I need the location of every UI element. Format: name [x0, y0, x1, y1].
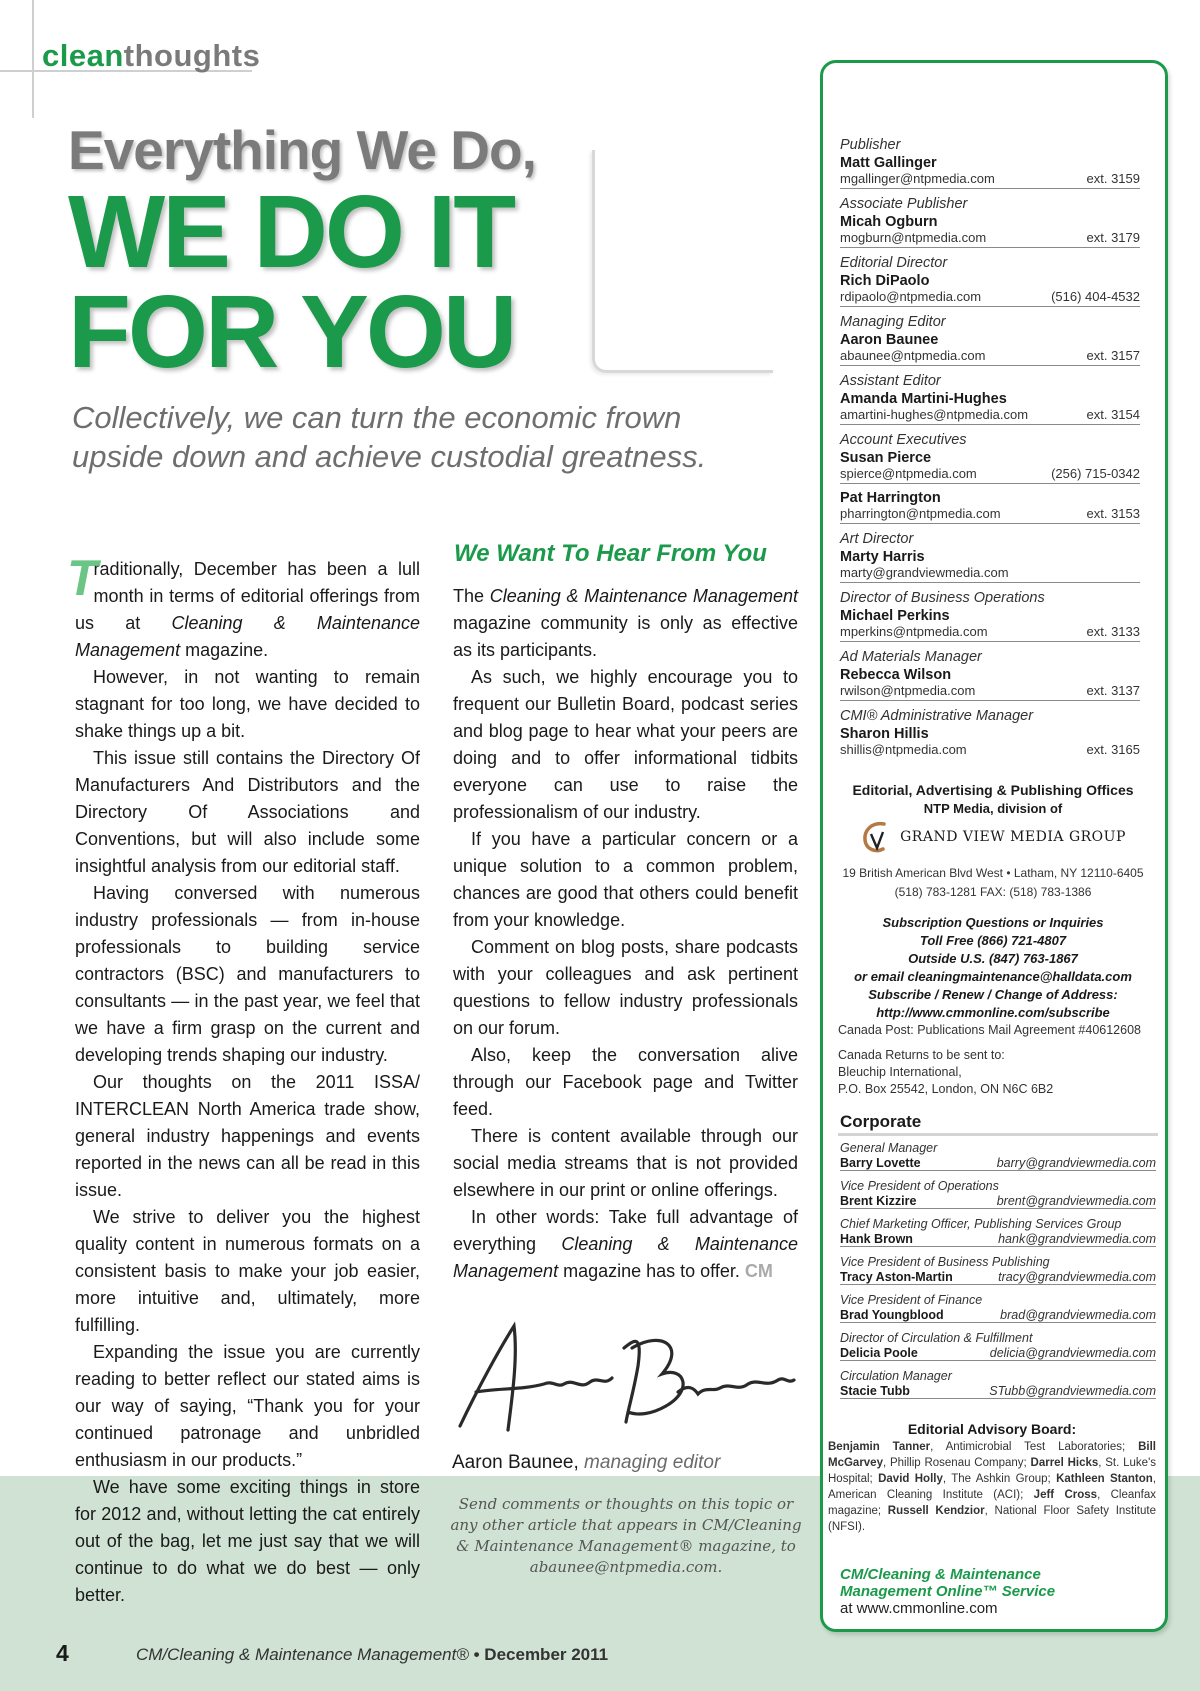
staff-entry: CMI® Administrative Manager Sharon Hillis shillis@ntpmedia.com ext. 3165	[840, 708, 1140, 757]
title-corner-frame	[592, 150, 773, 373]
online-service: CM/Cleaning & Maintenance Management Online™ Service at www.cmmonline.com	[840, 1566, 1056, 1617]
offices-block	[834, 780, 1152, 1022]
article-column-1	[67, 550, 420, 1609]
corporate-entry: Chief Marketing Officer, Publishing Services Group Hank Brown hank@grandviewmedia.com	[840, 1217, 1156, 1246]
paragraph: There is content available through our social media streams that is not provided elsewhere in our print or online offerings.	[453, 1126, 798, 1200]
title-line-3: FOR YOU	[68, 274, 515, 389]
send-comments-note: Send comments or thoughts on this topic or any other article that appears in CM/Cleaning & Maintenance Management® magazine, to abaunee@ntpmedia.com.	[450, 1495, 802, 1576]
paragraph: We strive to deliver you the highest quality content in numerous formats on a consistent basis to make your job easier, more intuitive and, ultimately, more fulfilling.	[75, 1207, 420, 1335]
paragraph: Our thoughts on the 2011 ISSA/ INTERCLEAN North America trade show, general industry happenings and events reported in the news can all be read in this issue.	[75, 1072, 420, 1200]
drop-cap: T	[67, 550, 98, 606]
column-2-heading: We Want To Hear From You	[454, 540, 767, 567]
article-column-2	[453, 583, 798, 1285]
paragraph: Comment on blog posts, share podcasts with your colleagues and ask pertinent questions to fellow industry professionals on our forum.	[453, 937, 798, 1038]
title-main	[68, 174, 515, 389]
staff-entry: Managing Editor Aaron Baunee abaunee@ntpmedia.com ext. 3157	[840, 313, 1140, 366]
corporate-list	[840, 1141, 1156, 1407]
section-label: cleanthoughts	[42, 38, 261, 73]
staff-entry: Ad Materials Manager Rebecca Wilson rwilson@ntpmedia.com ext. 3137	[840, 648, 1140, 701]
footer-publication: CM/Cleaning & Maintenance Management® • December 2011	[136, 1645, 609, 1664]
paragraph: As such, we highly encourage you to frequent our Bulletin Board, podcast series and blog page to hear what your peers are doing and to offer informational tidbits everyone can use to raise the professionalism of our industry.	[453, 667, 798, 822]
gvmg-logo-icon	[860, 820, 894, 854]
page-number: 4	[56, 1640, 69, 1666]
corporate-entry: Director of Circulation & Fulfillment Delicia Poole delicia@grandviewmedia.com	[840, 1331, 1156, 1360]
deck-subtitle: Collectively, we can turn the economic frown upside down and achieve custodial greatness.	[72, 400, 707, 474]
paragraph: Expanding the issue you are currently reading to better reflect our stated aims is our way of saying, “Thank you for your continued patronage and unbridled enthusiasm in our products.”	[75, 1342, 420, 1470]
staff-entry: Editorial Director Rich DiPaolo rdipaolo@ntpmedia.com (516) 404-4532	[840, 254, 1140, 307]
corporate-rule	[838, 1133, 1158, 1136]
staff-entry: Art Director Marty Harris marty@grandviewmedia.com	[840, 530, 1140, 583]
corporate-entry: Circulation Manager Stacie Tubb STubb@grandviewmedia.com	[840, 1369, 1156, 1398]
gvmg-name: GRAND VIEW MEDIA GROUP	[900, 829, 1126, 845]
staff-list	[840, 136, 1140, 765]
corporate-heading: Corporate	[840, 1112, 922, 1131]
corporate-entry: Vice President of Finance Brad Youngblood brad@grandviewmedia.com	[840, 1293, 1156, 1322]
paragraph: We have some exciting things in store for 2012 and, without letting the cat entirely out of the bag, let me just say that we will continue to do what we do best — only better.	[75, 1477, 420, 1605]
end-mark: CM	[744, 1261, 773, 1281]
corporate-entry: Vice President of Operations Brent Kizzire brent@grandviewmedia.com	[840, 1179, 1156, 1208]
advisory-board: Editorial Advisory Board: Benjamin Tanner, Antimicrobial Test Laboratories; Bill McGarvey, Phillip Rosenau Company; Darrel Hicks, St. Luke's Hospital; David Holly, The Ashkin Group; Kathleen Stanton, American Cleaning Institute (ACI); Jeff Cross, Cleanfax magazine; Russell Kendzior, National Floor Safety Institute (NFSI).	[828, 1421, 1157, 1533]
gvmg-logo	[834, 820, 1152, 854]
paragraph: However, in not wanting to remain stagnant for too long, we have decided to shake things up a bit.	[75, 667, 420, 741]
staff-entry: Director of Business Operations Michael Perkins mperkins@ntpmedia.com ext. 3133	[840, 589, 1140, 642]
paragraph: Also, keep the conversation alive through our Facebook page and Twitter feed.	[453, 1045, 798, 1119]
paragraph: This issue still contains the Directory Of Manufacturers And Distributors and the Directory Of Associations and Conventions, but will also include some insightful analysis from our editorial staff.	[75, 748, 420, 876]
canada-post-info: Canada Post: Publications Mail Agreement #40612608 Canada Returns to be sent to: Bleuchip International, P.O. Box 25542, London, ON N6C 6B2	[838, 1023, 1141, 1096]
subscription-info: Subscription Questions or Inquiries Toll Free (866) 721-4807 Outside U.S. (847) 763-1867 or email cleaningmaintenance@halldata.com Subscribe / Renew / Change of Address: http://www.cmmonline.com/subscribe	[854, 915, 1132, 1020]
advisory-heading: Editorial Advisory Board:	[907, 1421, 1077, 1437]
corporate-entry: Vice President of Business Publishing Tracy Aston-Martin tracy@grandviewmedia.com	[840, 1255, 1156, 1284]
signature-image	[448, 1318, 804, 1438]
office-address: 19 British American Blvd West • Latham, NY 12110-6405 (518) 783-1281 FAX: (518) 783-1386	[842, 866, 1144, 899]
paragraph: Having conversed with numerous industry professionals — from in-house professionals to building service contractors (BSC) and manufacturers to consultants — in the past year, we feel that we have a firm grasp on the current and developing trends shaping our industry.	[75, 883, 420, 1065]
offices-subheading: NTP Media, division of	[923, 801, 1063, 816]
signoff-name: Aaron Baunee, managing editor	[452, 1452, 721, 1473]
title-line-2: WE DO IT	[68, 174, 514, 289]
staff-entry: Publisher Matt Gallinger mgallinger@ntpmedia.com ext. 3159	[840, 136, 1140, 189]
paragraph: T raditionally, December has been a lull month in terms of editorial offerings from us at Cleaning & Maintenance Management magazine.	[67, 550, 420, 660]
paragraph: In other words: Take full advantage of everything Cleaning & Maintenance Management magazine has to offer. CM	[453, 1207, 798, 1281]
title-line-1: Everything We Do,	[68, 119, 536, 181]
staff-entry: Pat Harrington pharrington@ntpmedia.com ext. 3153	[840, 490, 1140, 524]
staff-entry: Assistant Editor Amanda Martini-Hughes amartini-hughes@ntpmedia.com ext. 3154	[840, 372, 1140, 425]
paragraph: The Cleaning & Maintenance Management magazine community is only as effective as its participants.	[453, 586, 798, 660]
staff-entry: Account Executives Susan Pierce spierce@ntpmedia.com (256) 715-0342	[840, 431, 1140, 484]
offices-heading: Editorial, Advertising & Publishing Offices	[852, 782, 1134, 798]
paragraph: If you have a particular concern or a unique solution to a common problem, chances are good that others could benefit from your knowledge.	[453, 829, 798, 930]
header-rule-vertical	[32, 0, 34, 118]
staff-entry: Associate Publisher Micah Ogburn mogburn@ntpmedia.com ext. 3179	[840, 195, 1140, 248]
corporate-entry: General Manager Barry Lovette barry@grandviewmedia.com	[840, 1141, 1156, 1170]
